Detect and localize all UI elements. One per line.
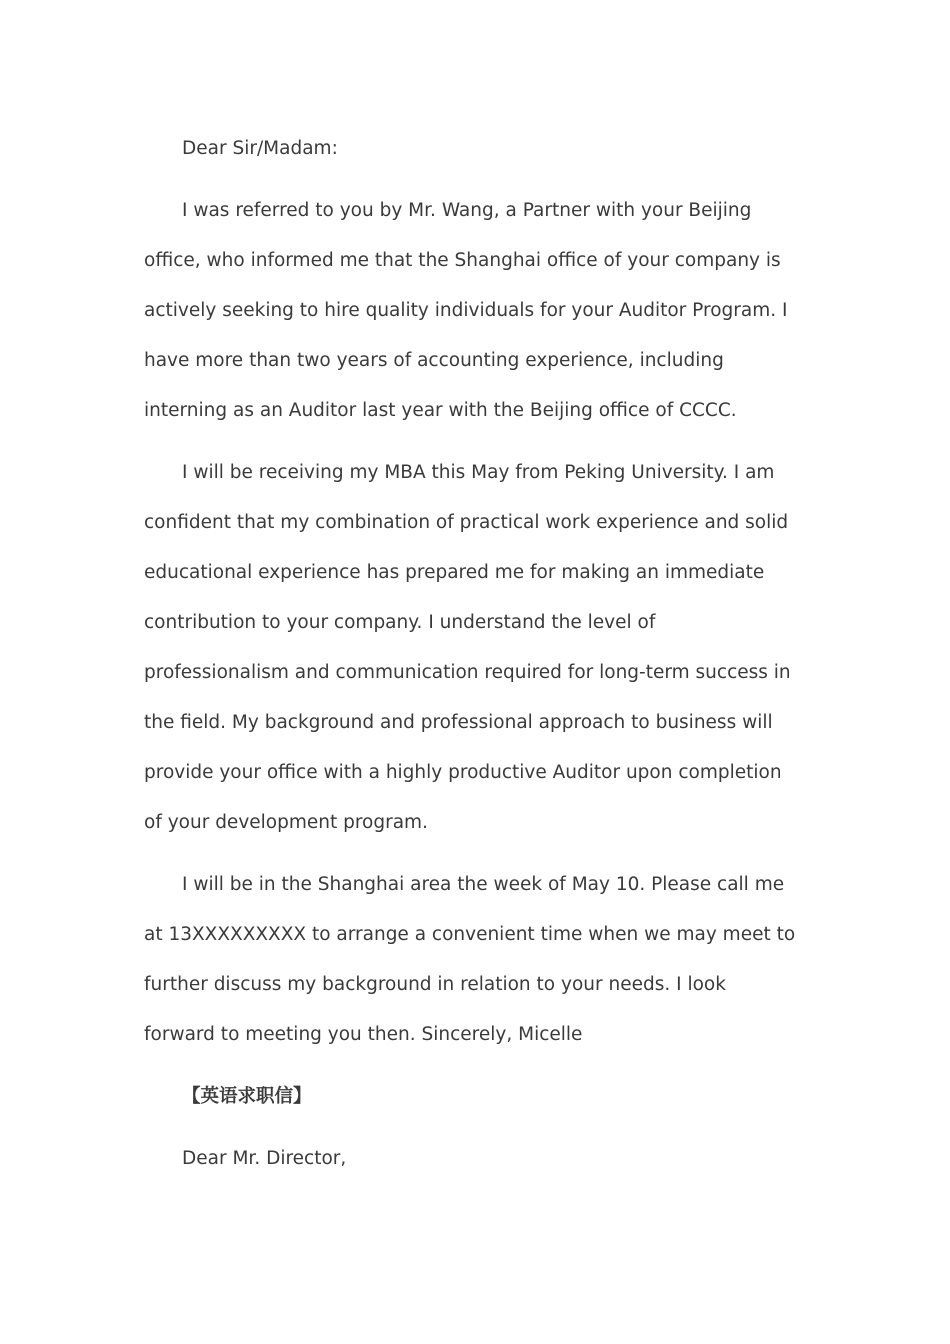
referral-paragraph: I was referred to you by Mr. Wang, a Partner with your Beijing office, who informed me that the Shanghai office of your company is actively seeking to hire quality individuals for your Auditor Program. I have more than two years of accounting experience, including interning as an Auditor last year with the Beijing office of CCCC.	[144, 200, 788, 421]
letter-body	[144, 124, 800, 1196]
qualifications-paragraph: I will be receiving my MBA this May from Peking University. I am confident that my combination of practical work experience and solid educational experience has prepared me for making an immediate contribution to your company. I understand the level of professionalism and communication required for long-term success in the field. My background and professional approach to business will provide your office with a highly productive Auditor upon completion of your development program.	[144, 462, 791, 833]
section-heading: 【英语求职信】	[182, 1086, 312, 1107]
second-salutation: Dear Mr. Director,	[182, 1148, 347, 1169]
salutation: Dear Sir/Madam:	[182, 138, 338, 159]
contact-paragraph: I will be in the Shanghai area the week of May 10. Please call me at 13XXXXXXXXX to arrange a convenient time when we may meet to further discuss my background in relation to your needs. I look forward to meeting you then. Sincerely, Micelle	[144, 874, 796, 1045]
